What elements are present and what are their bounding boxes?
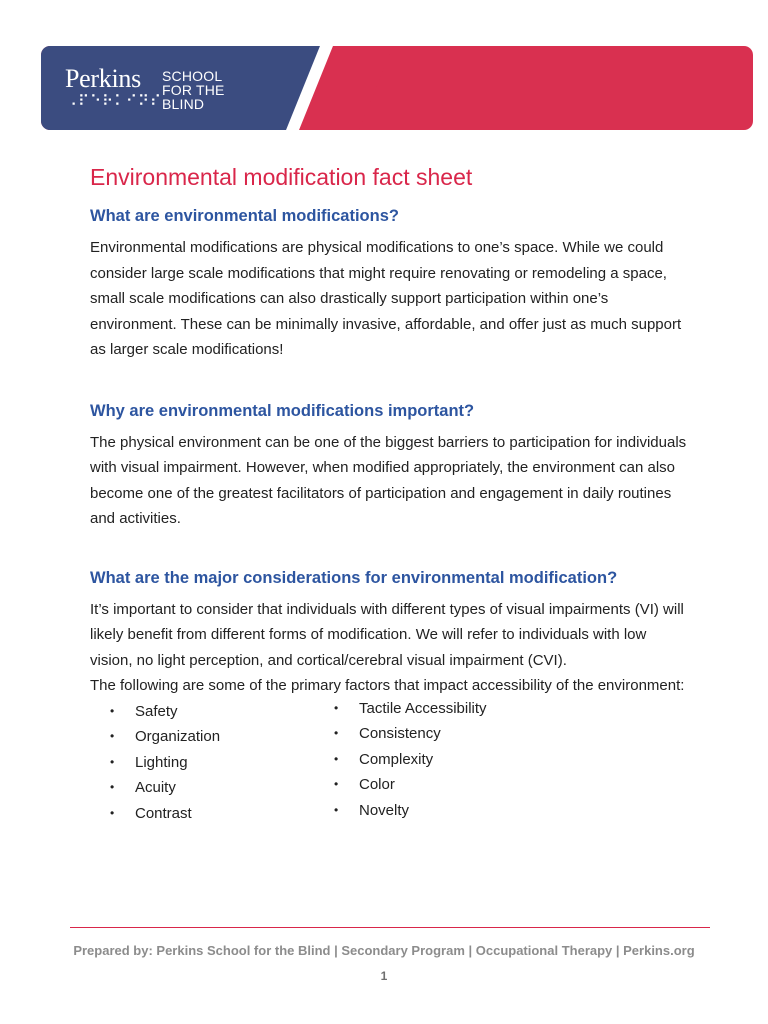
list-item: • Tactile Accessibility bbox=[333, 696, 487, 722]
body-paragraph: Environmental modifications are physical modifications to one’s space. While we could consider large scale modifications that might require renovating or remodeling a space, small scale modifications can also drastically support participation within one’s environment. These can be minimally invasive, affordable, and offer just as much support as larger scale modifications! bbox=[90, 239, 682, 358]
bullet-icon: • bbox=[334, 777, 339, 791]
factor-list-left bbox=[109, 699, 220, 827]
bullet-icon: • bbox=[334, 802, 339, 817]
body-paragraph: It’s important to consider that individuals with different types of visual impairments (VI) will likely benefit from different forms of modification. We will refer to individuals with low vision, no light perception, and cortical/cerebral visual impairment (CVI). bbox=[90, 600, 684, 669]
bullet-icon: • bbox=[110, 703, 115, 718]
list-item: • Color bbox=[333, 772, 487, 798]
header-banner bbox=[41, 46, 753, 130]
list-item: • Safety bbox=[109, 699, 220, 725]
footer-credits: Prepared by: Perkins School for the Blind | Secondary Program | Occupational Therapy | Perkins.org bbox=[73, 943, 695, 958]
body-paragraph: The following are some of the primary factors that impact accessibility of the environment: bbox=[90, 677, 685, 694]
bullet-icon: • bbox=[334, 700, 339, 715]
footer-divider bbox=[70, 927, 710, 928]
factor-lists bbox=[90, 699, 690, 822]
bullet-icon: • bbox=[334, 751, 339, 766]
section-heading: What are the major considerations for environmental modification? bbox=[90, 568, 618, 587]
logo-subtitle-line: SCHOOL bbox=[162, 68, 223, 84]
page-number: 1 bbox=[380, 969, 388, 983]
list-item: • Lighting bbox=[109, 750, 220, 776]
list-item: • Consistency bbox=[333, 721, 487, 747]
document-body bbox=[90, 160, 690, 822]
list-item: • Acuity bbox=[109, 775, 220, 801]
body-paragraph: The physical environment can be one of the biggest barriers to participation for individuals with visual impairment. However, when modified appropriately, the environment can also become one of the greatest facilitators of participation and engagement in daily routines and activities. bbox=[90, 433, 687, 527]
list-item: • Contrast bbox=[109, 801, 220, 827]
list-item: • Organization bbox=[109, 724, 220, 750]
list-item: • Complexity bbox=[333, 747, 487, 773]
section-heading: Why are environmental modifications important? bbox=[90, 401, 475, 420]
logo-subtitle bbox=[162, 69, 242, 111]
logo-wordmark: Perkins bbox=[65, 64, 141, 93]
logo-subtitle-line: BLIND bbox=[162, 96, 205, 112]
bullet-icon: • bbox=[110, 729, 115, 743]
document-title: Environmental modification fact sheet bbox=[90, 164, 473, 190]
factor-list-right bbox=[333, 696, 487, 824]
bullet-icon: • bbox=[334, 726, 339, 740]
bullet-icon: • bbox=[110, 805, 115, 820]
section-heading: What are environmental modifications? bbox=[90, 207, 399, 225]
logo-braille: ⠠⠏⠑⠗⠅⠊⠝⠎ bbox=[66, 92, 162, 110]
list-item: • Novelty bbox=[333, 798, 487, 824]
bullet-icon: • bbox=[110, 780, 115, 794]
logo-subtitle-line: FOR THE bbox=[162, 82, 225, 98]
bullet-icon: • bbox=[110, 754, 115, 769]
